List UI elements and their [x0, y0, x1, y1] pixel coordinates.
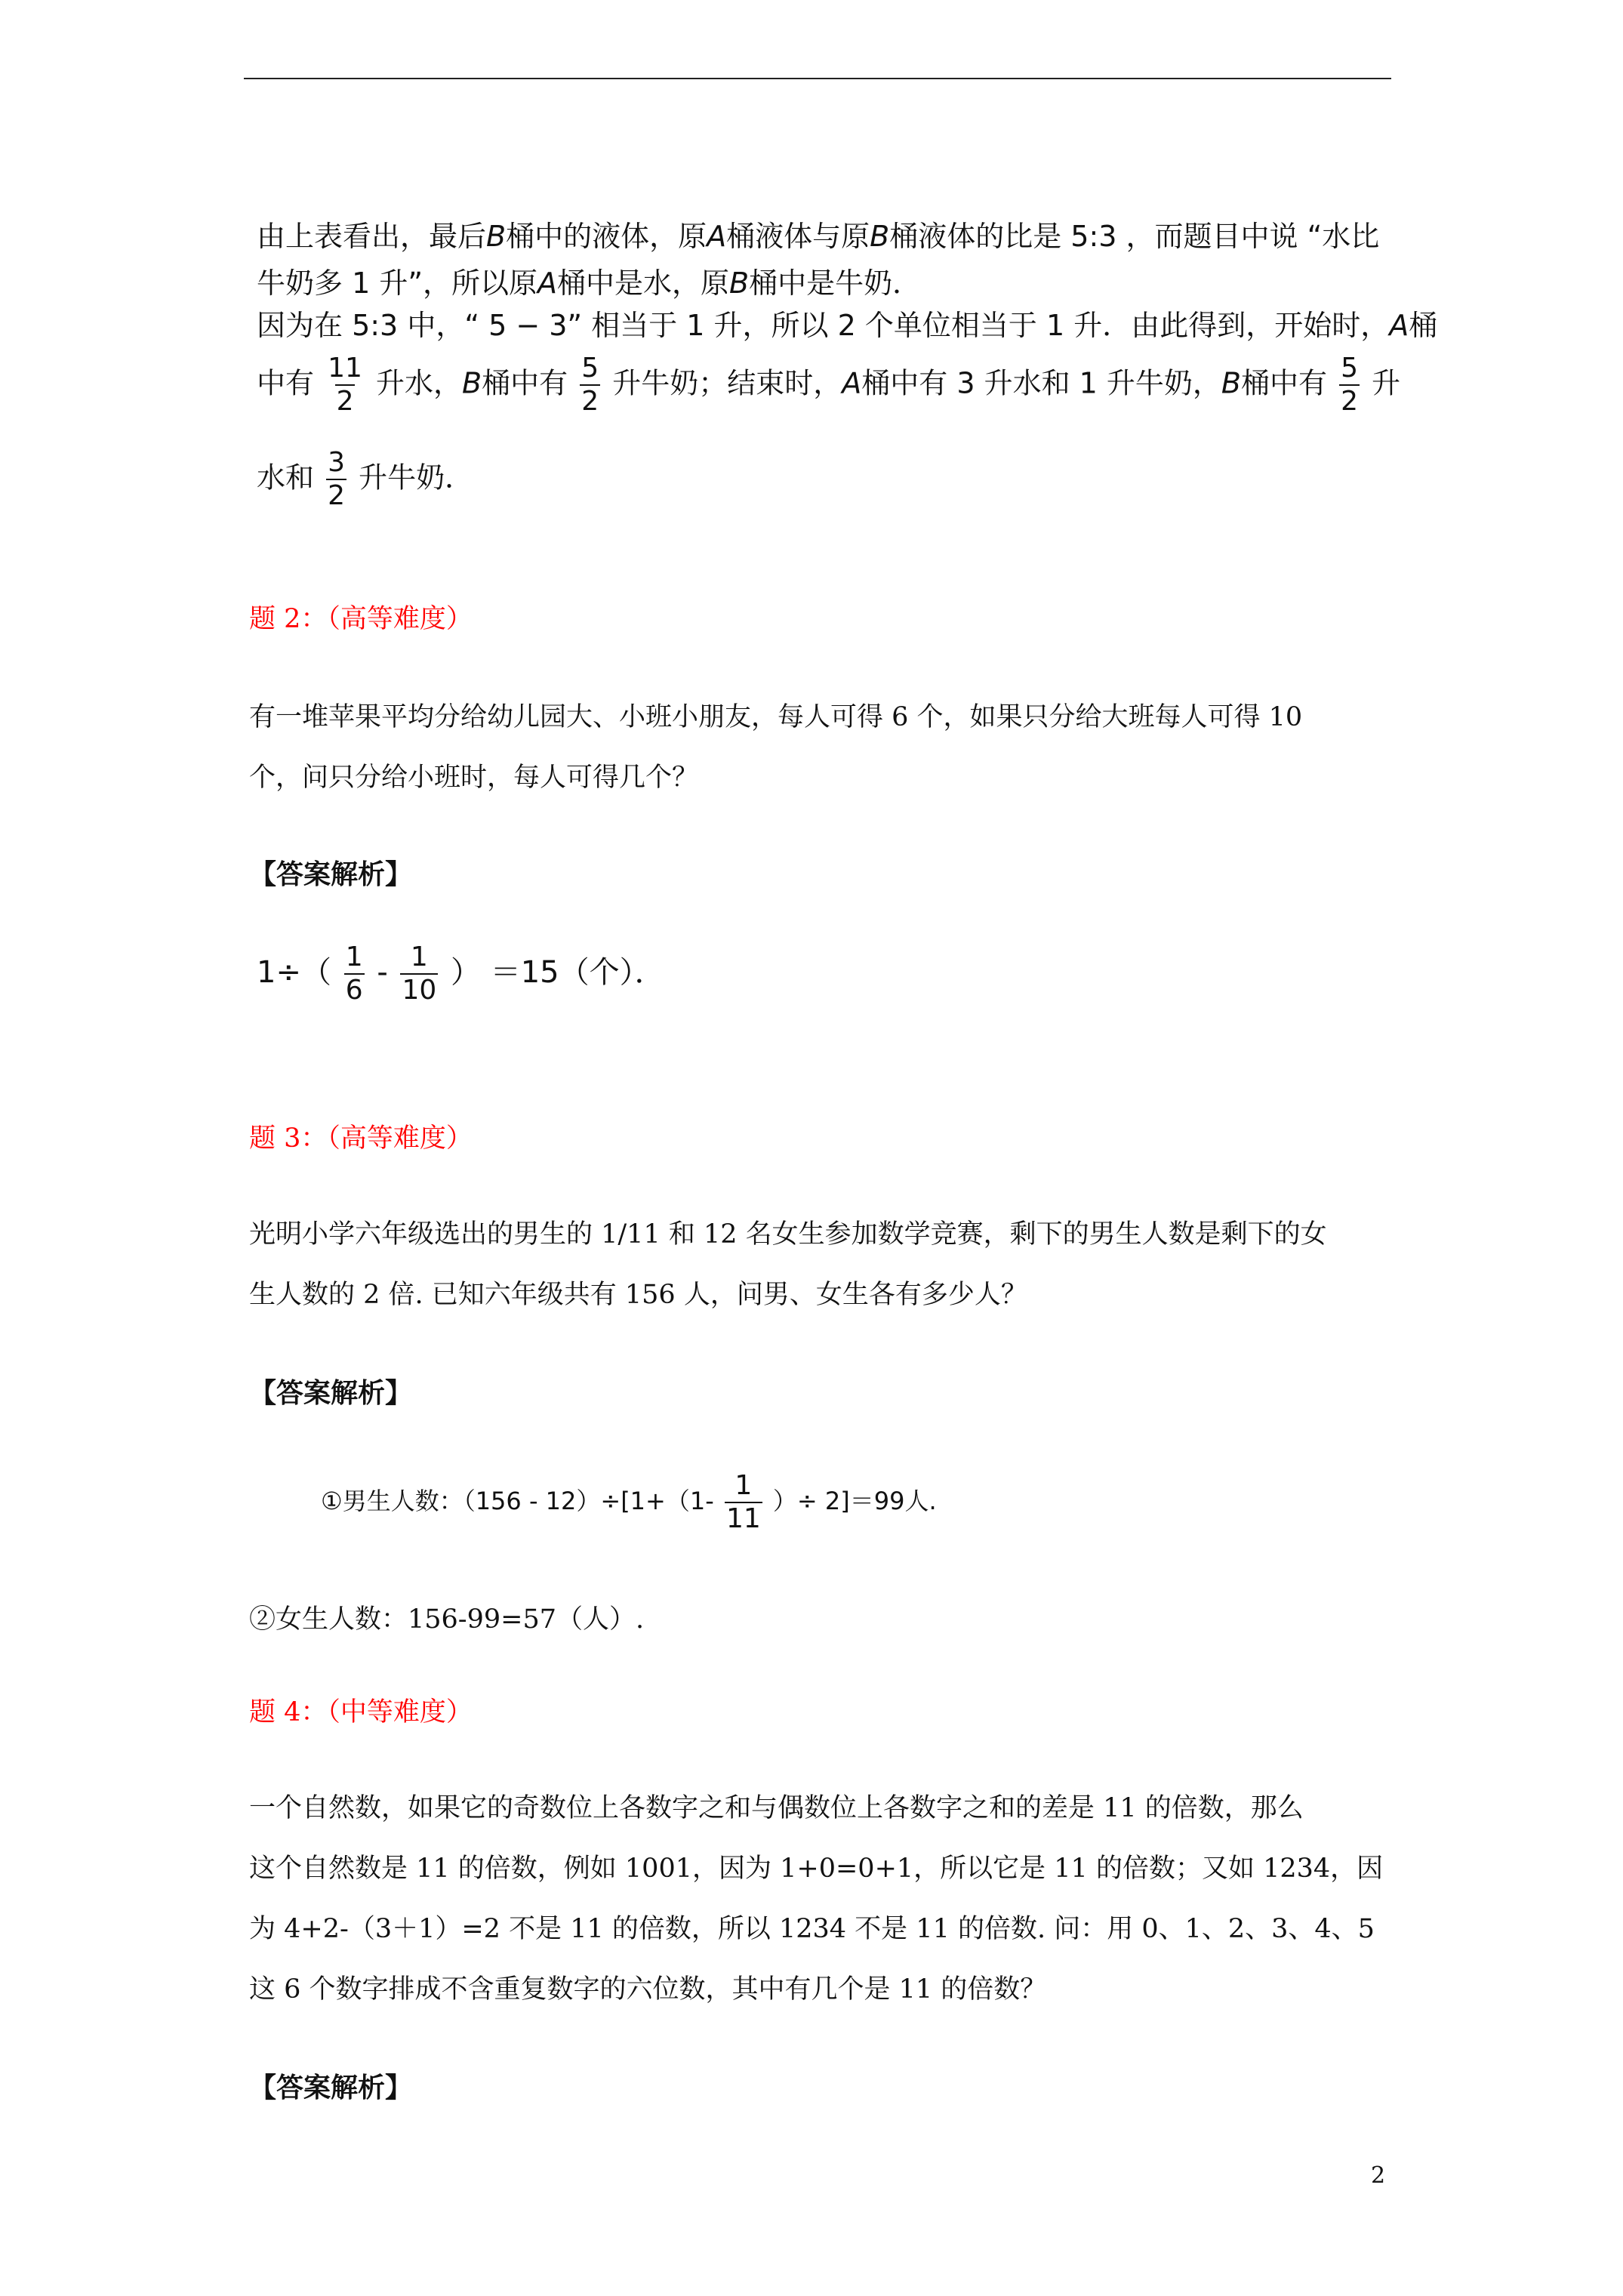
- numerator: 5: [1341, 353, 1358, 384]
- text: 升牛奶；结束时，: [612, 366, 842, 400]
- var-b: B: [462, 366, 482, 400]
- text: 1÷（: [257, 955, 331, 990]
- text: 牛奶多 1 升”，所以原: [257, 267, 538, 300]
- text: 桶中有: [1240, 366, 1327, 400]
- fraction-3-2: [326, 449, 346, 510]
- var-b: B: [1221, 366, 1241, 400]
- question-3-step-2: ②女生人数：156-99=57（人）.: [249, 1604, 645, 1635]
- fraction-1-6: [344, 944, 365, 1004]
- numerator: 1: [410, 942, 428, 972]
- text: 升: [1372, 366, 1401, 400]
- page-number: 2: [1371, 2162, 1386, 2189]
- denominator: 2: [1341, 386, 1358, 417]
- question-2-formula: [257, 944, 665, 1004]
- numerator: 3: [328, 447, 346, 478]
- text: 桶液体的比是 5:3 ，而题目中说 “水比: [889, 220, 1380, 253]
- text: 升牛奶．: [359, 461, 474, 495]
- text: 水和: [257, 461, 315, 495]
- denominator: 2: [336, 386, 354, 417]
- text: 桶中是水，原: [557, 267, 730, 300]
- question-2-title: 题 2：（高等难度）: [249, 604, 473, 634]
- text: ） ＝15（个）．: [451, 955, 665, 990]
- fraction-11-2: [326, 355, 364, 415]
- text: ①男生人数：（156 - 12）÷[1+（1-: [321, 1487, 714, 1515]
- denominator: 6: [345, 975, 363, 1006]
- solution-line-2: [257, 260, 921, 301]
- denominator: 11: [725, 1503, 761, 1534]
- var-a: A: [707, 220, 727, 253]
- text: 桶: [1409, 309, 1438, 342]
- question-4-answer-header: 【答案解析】: [249, 2072, 413, 2103]
- question-4-text-line-3: 为 4+2-（3＋1）=2 不是 11 的倍数，所以 1234 不是 11 的倍数. 问：用 0、1、2、3、4、5: [249, 1914, 1375, 1944]
- solution-line-1: [257, 213, 1379, 254]
- text: ）÷ 2]＝99人.: [772, 1487, 937, 1515]
- question-4-title: 题 4：（中等难度）: [249, 1697, 473, 1727]
- fraction-1-11: [725, 1472, 762, 1533]
- question-4-text-line-2: 这个自然数是 11 的倍数，例如 1001，因为 1+0=0+1，所以它是 11 的倍数；又如 1234，因: [249, 1854, 1384, 1884]
- var-a: A: [842, 366, 862, 400]
- question-2-text-line-2: 个，问只分给小班时，每人可得几个？: [249, 763, 699, 793]
- question-4-text-line-4: 这 6 个数字排成不含重复数字的六位数，其中有几个是 11 的倍数？: [249, 1974, 1047, 2005]
- text: 升水，: [376, 366, 463, 400]
- text: 由上表看出，最后: [257, 220, 487, 253]
- var-a: A: [1389, 309, 1409, 342]
- text: 中有: [257, 366, 315, 400]
- question-2-answer-header: 【答案解析】: [249, 858, 413, 890]
- var-b: B: [870, 220, 890, 253]
- numerator: 1: [735, 1470, 753, 1501]
- question-3-step-1: [321, 1472, 937, 1533]
- text: 桶液体与原: [726, 220, 870, 253]
- var-b: B: [486, 220, 507, 253]
- text: 桶中有 3 升水和 1 升牛奶，: [861, 366, 1221, 400]
- solution-line-5: [257, 449, 473, 510]
- fraction-1-10: [400, 944, 438, 1004]
- denominator: 10: [402, 975, 437, 1006]
- text: 桶中有: [482, 366, 568, 400]
- solution-line-3: [257, 302, 1437, 344]
- question-3-title: 题 3：（高等难度）: [249, 1123, 473, 1154]
- question-3-text-line-1: 光明小学六年级选出的男生的 1/11 和 12 名女生参加数学竞赛，剩下的男生人数是剩下的女: [249, 1219, 1327, 1250]
- fraction-5-2: [1339, 355, 1360, 415]
- denominator: 2: [581, 386, 599, 417]
- solution-line-4: [257, 355, 1400, 415]
- var-b: B: [729, 267, 750, 300]
- minus-sign: -: [377, 955, 388, 990]
- numerator: 11: [328, 353, 362, 384]
- question-3-text-line-2: 生人数的 2 倍. 已知六年级共有 156 人，问男、女生各有多少人？: [249, 1280, 1027, 1310]
- text: 因为在 5:3 中，“ 5 − 3” 相当于 1 升，所以 2 个单位相当于 1 升．由此得到，开始时，: [257, 309, 1390, 342]
- question-4-text-line-1: 一个自然数，如果它的奇数位上各数字之和与偶数位上各数字之和的差是 11 的倍数，那么: [249, 1793, 1304, 1823]
- header-rule: [244, 78, 1391, 79]
- text: 桶中是牛奶．: [749, 267, 922, 300]
- question-2-text-line-1: 有一堆苹果平均分给幼儿园大、小班小朋友，每人可得 6 个，如果只分给大班每人可得 10: [249, 702, 1303, 732]
- denominator: 2: [328, 480, 346, 511]
- var-a: A: [537, 267, 558, 300]
- numerator: 1: [345, 942, 363, 972]
- question-3-answer-header: 【答案解析】: [249, 1377, 413, 1409]
- numerator: 5: [581, 353, 599, 384]
- text: 桶中的液体，原: [506, 220, 707, 253]
- fraction-5-2: [580, 355, 600, 415]
